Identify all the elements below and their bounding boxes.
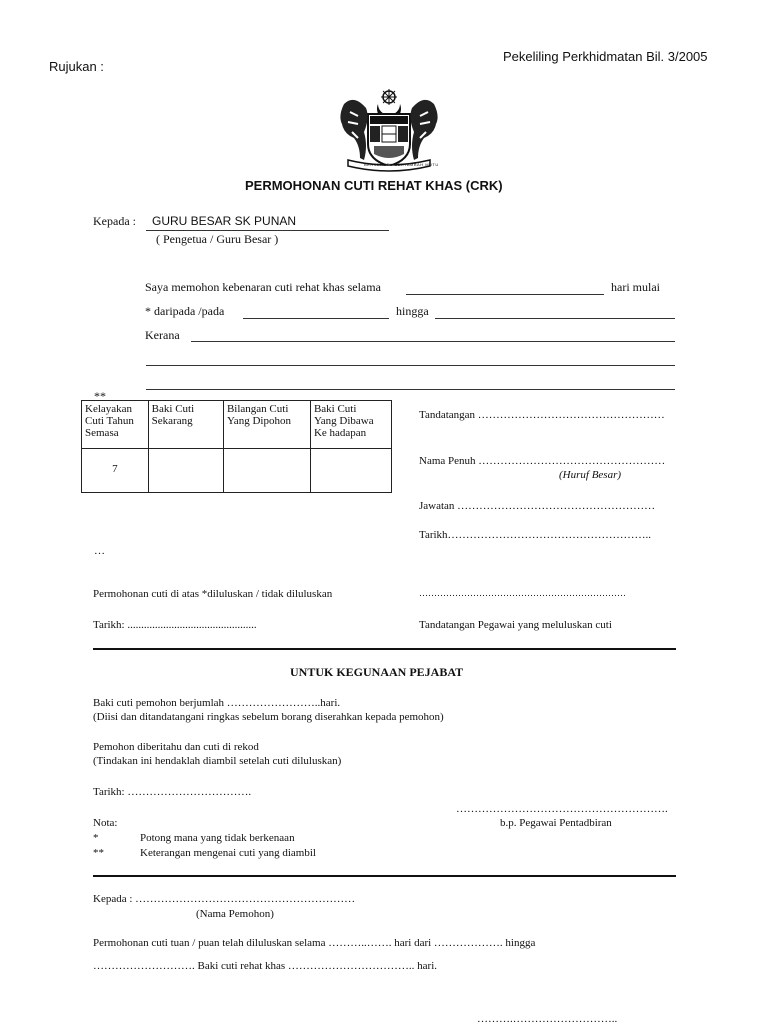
applicant-signature[interactable]: Tandatangan …………………………………………… [419, 409, 665, 421]
note-1-mark: * [93, 832, 99, 844]
reason-field-line-3[interactable] [146, 389, 675, 390]
header-kelayakan: Kelayakan Cuti Tahun Semasa [82, 401, 149, 449]
section-divider-2 [93, 875, 676, 877]
section-divider-1 [93, 648, 676, 650]
office-balance[interactable]: Baki cuti pemohon berjumlah ……………………..hari. [93, 697, 341, 709]
cell-bilangan-cuti-value[interactable] [223, 449, 310, 493]
office-notified-note: (Tindakan ini hendaklah diambil setelah cuti diluluskan) [93, 755, 342, 767]
applicant-date[interactable]: Tarikh……………………………………………….. [419, 529, 652, 541]
form-title: PERMOHONAN CUTI REHAT KHAS (CRK) [245, 178, 503, 193]
capital-letters-hint: (Huruf Besar) [559, 469, 622, 481]
crest-motto: BERSEKUTU BERTAMBAH MUTU [364, 162, 439, 167]
kepada-label: Kepada : [93, 214, 136, 228]
kepada-hint: ( Pengetua / Guru Besar ) [156, 232, 279, 246]
days-field[interactable] [406, 294, 604, 295]
approval-status[interactable]: Permohonan cuti di atas *diluluskan / tidak diluluskan [93, 588, 333, 600]
office-section-title: UNTUK KEGUNAAN PEJABAT [290, 665, 464, 679]
cell-baki-cuti-value[interactable] [148, 449, 223, 493]
notes-label: Nota: [93, 817, 118, 829]
request-line1-suffix: hari mulai [611, 280, 660, 294]
approver-signature-label: Tandatangan Pegawai yang meluluskan cuti [419, 619, 612, 631]
malaysia-crest-logo [334, 88, 444, 174]
stray-dots: … [94, 545, 105, 557]
reply-recipient[interactable]: Kepada : …………………………………………………… [93, 893, 356, 905]
reference-label: Rujukan : [49, 59, 104, 74]
officer-signature-dots[interactable]: …………………………………………………. [456, 803, 668, 815]
reply-applicant-name-hint: (Nama Pemohon) [196, 908, 274, 920]
cell-baki-dibawa-value[interactable] [310, 449, 391, 493]
request-line2-prefix: * daripada /pada [145, 304, 225, 318]
office-balance-note: (Diisi dan ditandatangani ringkas sebelum borang diserahkan kepada pemohon) [93, 711, 444, 723]
officer-title: b.p. Pegawai Pentadbiran [500, 817, 612, 829]
reply-approval-line-2[interactable]: ………………………. Baki cuti rehat khas …………………………….. hari. [93, 960, 438, 972]
reply-signature-dots[interactable]: ……….……………………….. [477, 1013, 618, 1025]
table-marker: ** [94, 389, 106, 403]
end-date-field[interactable] [435, 318, 675, 319]
header-baki-dibawa: Baki Cuti Yang Dibawa Ke hadapan [310, 401, 391, 449]
reason-field-line-1[interactable] [191, 341, 675, 342]
office-date[interactable]: Tarikh: ……………………………. [93, 786, 252, 798]
applicant-position[interactable]: Jawatan ……………………………………………… [419, 500, 656, 512]
header-baki-cuti: Baki Cuti Sekarang [148, 401, 223, 449]
request-line2-mid: hingga [396, 304, 429, 318]
header-bilangan-cuti: Bilangan Cuti Yang Dipohon [223, 401, 310, 449]
applicant-full-name[interactable]: Nama Penuh …………………………………………… [419, 455, 666, 467]
office-notified: Pemohon diberitahu dan cuti di rekod [93, 741, 259, 753]
reason-label: Kerana [145, 328, 180, 342]
request-line1-prefix: Saya memohon kebenaran cuti rehat khas selama [145, 280, 381, 294]
approval-date[interactable]: Tarikh: ............................................... [93, 619, 257, 631]
note-2-mark: ** [93, 847, 104, 859]
kepada-value[interactable]: GURU BESAR SK PUNAN [152, 214, 297, 228]
leave-balance-table [81, 400, 392, 493]
note-1-text: Potong mana yang tidak berkenaan [140, 832, 295, 844]
kepada-underline [146, 230, 389, 231]
note-2-text: Keterangan mengenai cuti yang diambil [140, 847, 316, 859]
reason-field-line-2[interactable] [146, 365, 675, 366]
start-date-field[interactable] [243, 318, 389, 319]
circular-reference: Pekeliling Perkhidmatan Bil. 3/2005 [503, 49, 708, 64]
approver-signature-dots[interactable]: …………………………………………………………… [419, 588, 626, 598]
cell-kelayakan-value[interactable]: 7 [82, 449, 149, 493]
reply-approval-line-1[interactable]: Permohonan cuti tuan / puan telah diluluskan selama ………..……. hari dari ………………. hingga [93, 937, 536, 949]
